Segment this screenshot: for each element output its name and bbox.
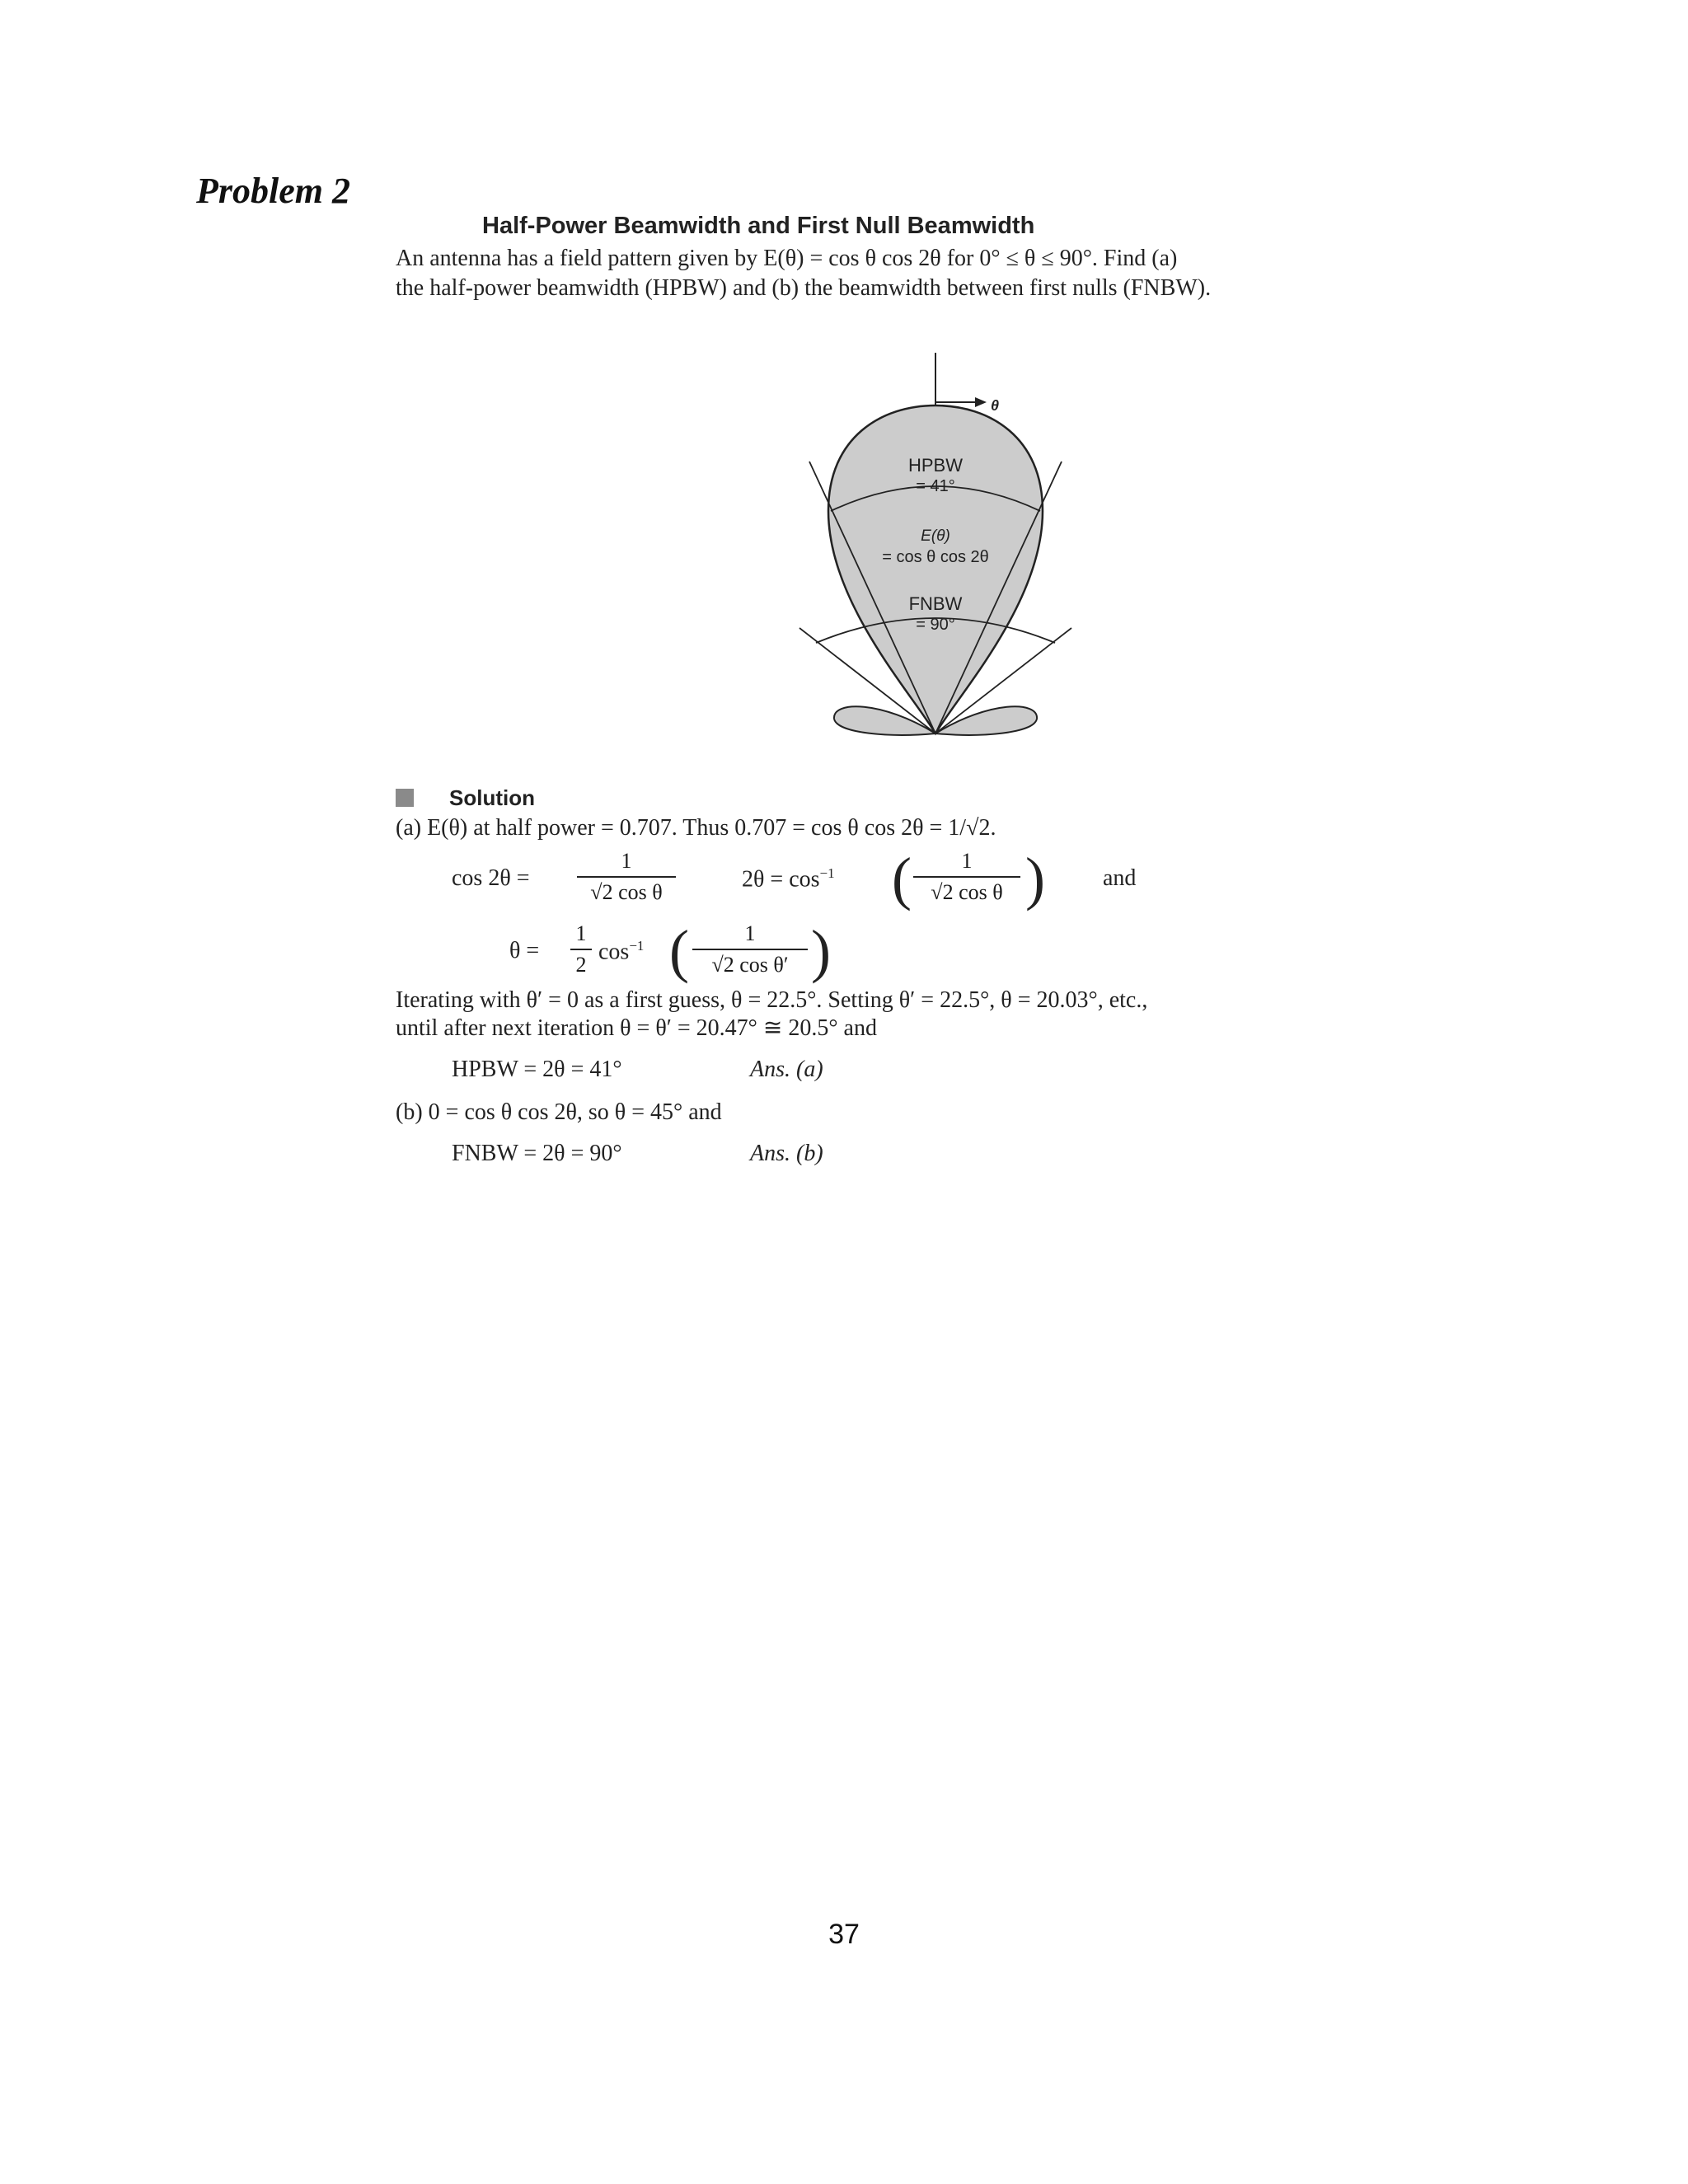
eq3-lhs: θ =: [509, 938, 540, 963]
eq3-half-numerator: 1: [575, 921, 587, 945]
radiation-pattern-diagram: [791, 346, 1088, 750]
problem-title: Problem 2: [196, 171, 350, 211]
eq3-denominator: √2 cos θ′: [711, 953, 789, 977]
iteration-line-1: Iterating with θ′ = 0 as a first guess, θ = 22.5°. Setting θ′ = 22.5°, θ = 20.03°, etc.,: [396, 987, 1148, 1013]
solution-part-b: (b) 0 = cos θ cos 2θ, so θ = 45° and: [396, 1099, 722, 1125]
solution-label: Solution: [449, 785, 535, 810]
eq1-denominator: √2 cos θ: [590, 880, 663, 904]
eq2-paren-close: ): [1025, 846, 1045, 912]
eq3-superscript: −1: [629, 938, 645, 954]
page-number: 37: [828, 1919, 860, 1950]
eq3-cos: [598, 938, 644, 965]
and-word: and: [1103, 865, 1137, 891]
iteration-line-2: until after next iteration θ = θ′ = 20.47° ≅ 20.5° and: [396, 1015, 877, 1041]
eq2-lhs: [742, 865, 835, 893]
theta-label: θ: [991, 397, 1000, 414]
eq3-half-fraction: [570, 921, 592, 977]
eq1-fraction: [577, 849, 676, 905]
fnbw-label: FNBW: [908, 593, 963, 614]
eq1-numerator: 1: [621, 849, 632, 873]
eq2-superscript: −1: [819, 865, 835, 881]
eq3-paren-close: ): [811, 918, 831, 984]
eq3-numerator: 1: [744, 921, 756, 945]
hpbw-result: HPBW = 2θ = 41°: [452, 1057, 622, 1082]
eq3-fraction: [692, 921, 808, 977]
fnbw-result: FNBW = 2θ = 90°: [452, 1141, 622, 1166]
fnbw-value: = 90°: [916, 616, 955, 634]
answer-b: Ans. (b): [750, 1141, 823, 1166]
eq3-cos-text: cos: [598, 939, 630, 965]
eq1-lhs: cos 2θ =: [452, 865, 530, 891]
pattern-value: = cos θ cos 2θ: [882, 548, 989, 566]
pattern-label: E(θ): [921, 527, 950, 545]
theta-arrowhead: [975, 397, 987, 407]
eq3-half-denominator: 2: [575, 953, 587, 977]
problem-statement-line-1: An antenna has a field pattern given by E(θ) = cos θ cos 2θ for 0° ≤ θ ≤ 90°. Find (a): [396, 246, 1178, 271]
section-heading: Half-Power Beamwidth and First Null Beamwidth: [482, 213, 1035, 239]
eq2-paren-open: (: [892, 846, 912, 912]
solution-part-a: (a) E(θ) at half power = 0.707. Thus 0.707 = cos θ cos 2θ = 1/√2.: [396, 815, 996, 841]
problem-statement-line-2: the half-power beamwidth (HPBW) and (b) the beamwidth between first nulls (FNBW).: [396, 275, 1212, 301]
solution-marker: [396, 789, 414, 807]
eq2-denominator: √2 cos θ: [931, 880, 1003, 904]
eq3-paren-open: (: [669, 918, 689, 984]
eq2-fraction: [913, 849, 1020, 905]
hpbw-value: = 41°: [916, 477, 955, 495]
answer-a: Ans. (a): [750, 1057, 823, 1082]
hpbw-label: HPBW: [908, 455, 963, 476]
eq2-numerator: 1: [961, 849, 973, 873]
eq2-lhs-text: 2θ = cos: [742, 866, 820, 893]
